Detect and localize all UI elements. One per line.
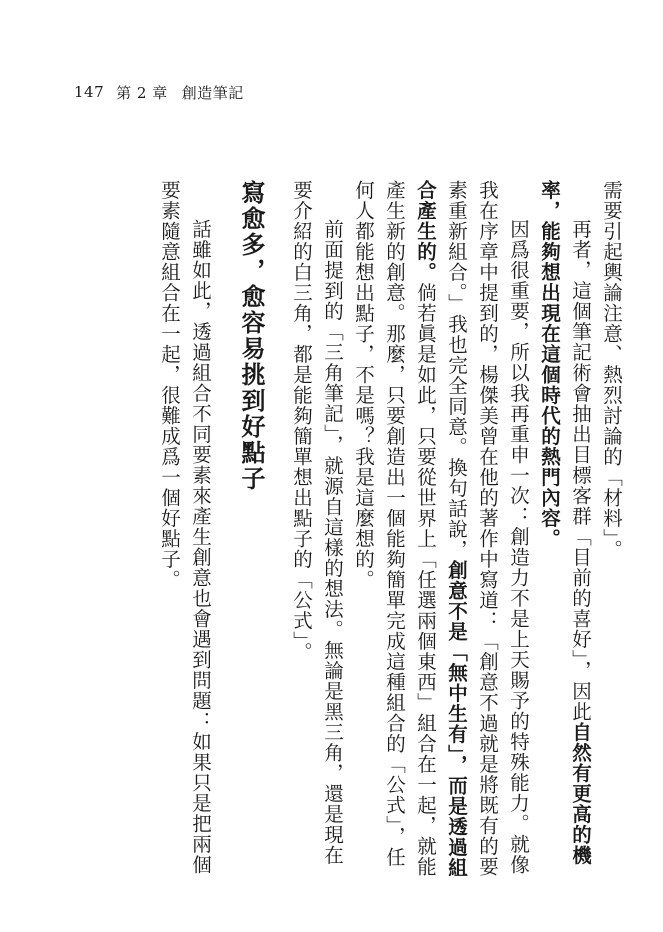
paragraph: [286, 180, 348, 880]
text-run: 倘若眞是如此，只要從世界上「任選兩個東西」組合在一起，就能產生新的創意。那麼，只要創造出一個能夠簡單完成這種組合的「公式」，任何人都能想出點子，不是嗎？我是這麼想的。: [352, 180, 437, 877]
bold-text-run: 自然有更高的機率，能夠想出現在這個時代的熱門內容。: [538, 180, 592, 866]
paragraph: [154, 180, 216, 880]
text-run: 前面提到的「三角筆記」，就源自這樣的想法。無論是黑三角，還是現在要介紹的白三角，都是能夠簡單想出點子的「公式」。: [290, 180, 344, 866]
text-run: 需要引起輿論注意、熱烈討論的「材料」。: [600, 180, 623, 560]
text-run: 因爲很重要，所以我再重申一次：創造力不是上天賜予的特殊能力。就像我在序章中提到的，楊傑美曾在他的著作中寫道：「創意不過就是將既有的要素重新組合。」我也完全同意。換句話說，: [445, 180, 530, 877]
text-run: 話雖如此，透過組合不同要素來產生創意也會遇到問題：如果只是把兩個要素隨意組合在一起，很難成爲一個好點子。: [158, 180, 212, 875]
chapter-label: 第 2 章: [116, 83, 168, 102]
page-number: 147: [74, 83, 105, 101]
text-run: 再者，這個筆記術會抽出目標客群「目前的喜好」，因此: [569, 219, 592, 722]
paragraph: [348, 180, 534, 880]
bold-text-run: 創意不是「無中生有」，而是透過組合產生的。: [414, 180, 468, 878]
vertical-text-body: [17, 180, 627, 880]
paragraph: [596, 180, 627, 880]
section-heading: 寫愈多，愈容易挑到好點子: [237, 180, 265, 492]
paragraph: [534, 180, 596, 880]
running-header: [74, 82, 244, 102]
chapter-title: 創造筆記: [181, 83, 244, 102]
